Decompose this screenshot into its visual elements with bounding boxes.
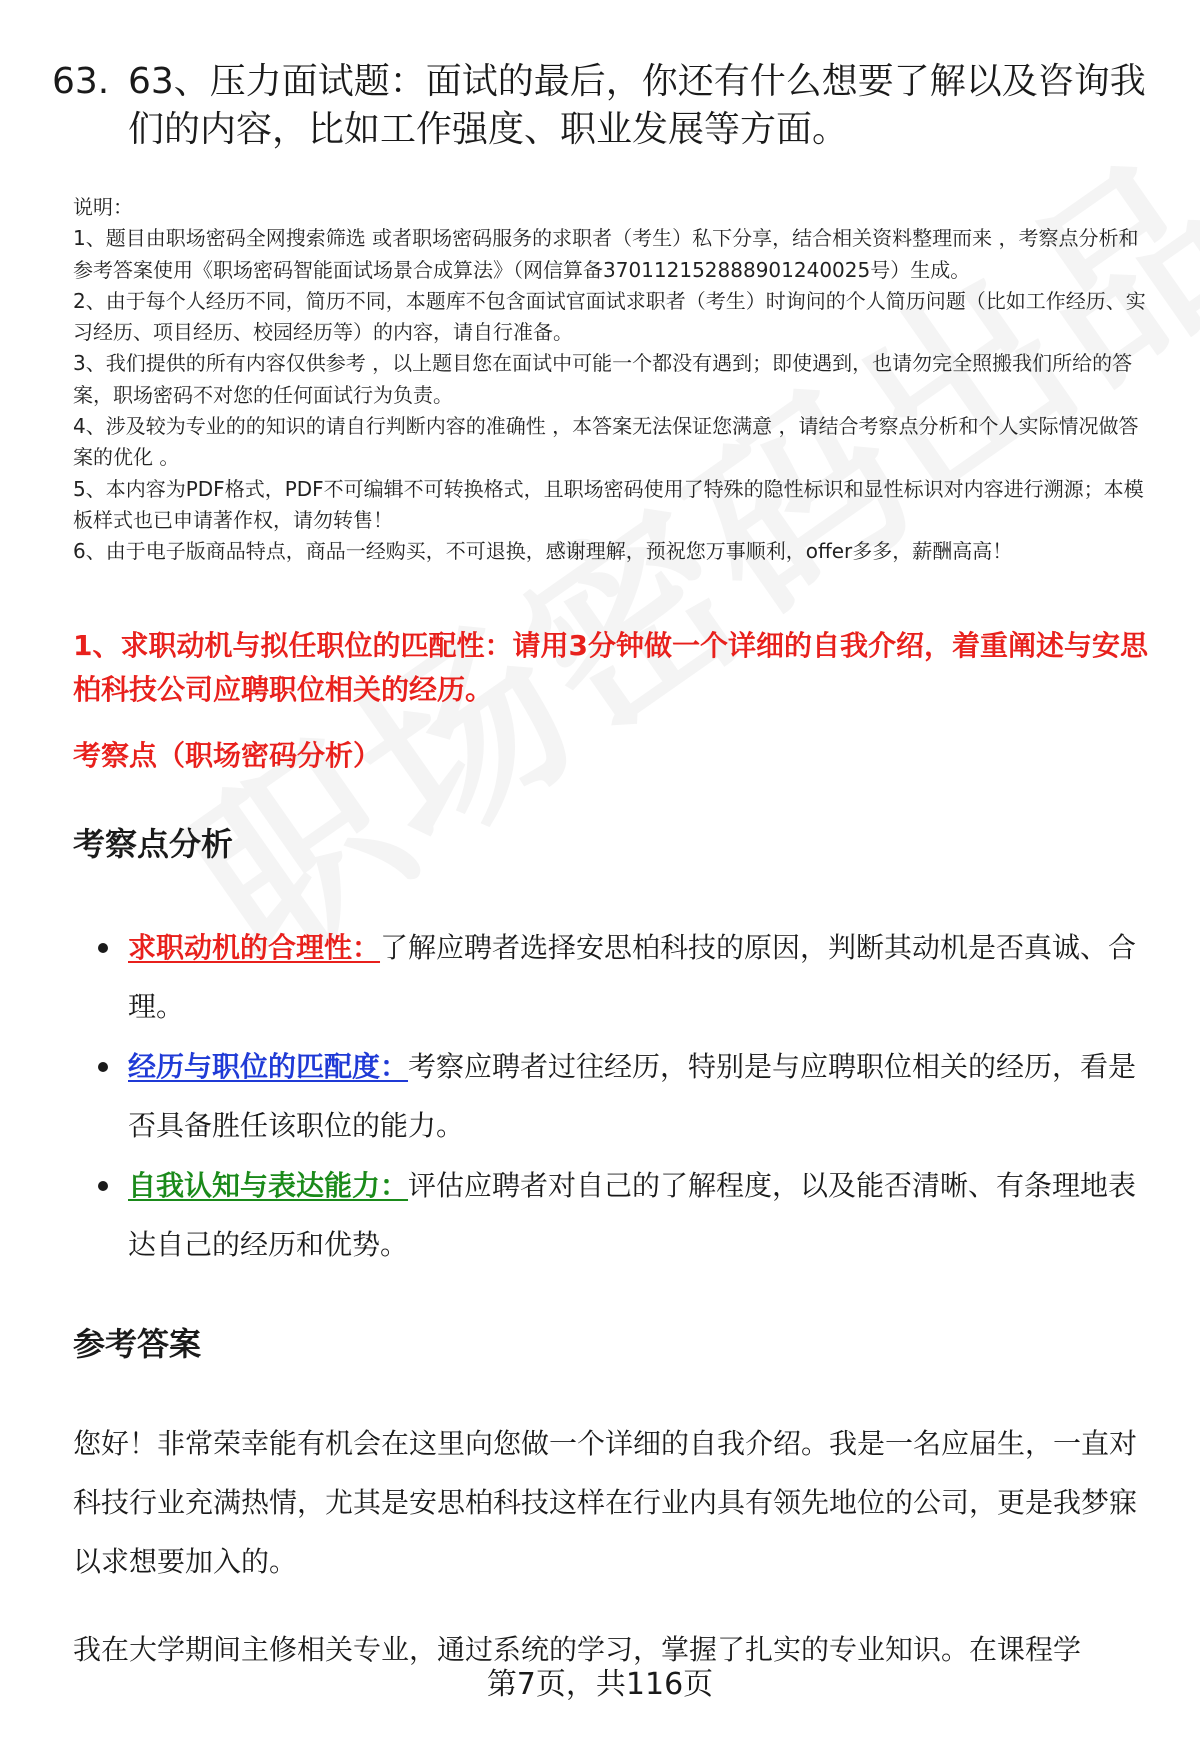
note-item: 2、由于每个人经历不同，简历不同，本题库不包含面试官面试求职者（考生）时询问的个人简历问题（比如工作经历、实习经历、项目经历、校园经历等）的内容，请自行准备。 [73, 288, 1146, 345]
bullet-dot-icon [98, 1181, 108, 1191]
question-number: 63. [52, 61, 110, 102]
note-item: 4、涉及较为专业的的知识的请自行判断内容的准确性 ，本答案无法保证您满意 ，请结合考察点分析和个人实际情况做答案的优化 。 [73, 414, 1139, 470]
question-heading [52, 58, 1152, 154]
analysis-list [92, 918, 1162, 1275]
analysis-item-label: 经历与职位的匹配度： [128, 1050, 409, 1083]
analysis-item-label: 求职动机的合理性： [128, 931, 381, 964]
note-item: 3、我们提供的所有内容仅供参考 ，以上题目您在面试中可能一个都没有遇到；即使遇到，也请勿完全照搬我们所给的答案，职场密码不对您的任何面试行为负责。 [73, 351, 1133, 407]
question-text: 63、压力面试题：面试的最后，你还有什么想要了解以及咨询我们的内容，比如工作强度、职业发展等方面。 [128, 61, 1146, 150]
analysis-item-text: 评估应聘者对自己的了解程度，以及能否清晰、有条理地表达自己的经历和优势。 [128, 1169, 1137, 1261]
analysis-item-text: 考察应聘者过往经历，特别是与应聘职位相关的经历，看是否具备胜任该职位的能力。 [128, 1050, 1137, 1142]
bullet-dot-icon [98, 1062, 108, 1072]
note-item: 5、本内容为PDF格式，PDF不可编辑不可转换格式，且职场密码使用了特殊的隐性标识和显性标识对内容进行溯源；本模板样式也已申请著作权，请勿转售！ [73, 476, 1144, 532]
analysis-item-label: 自我认知与表达能力： [128, 1169, 409, 1202]
analysis-title: 考察点分析 [73, 825, 234, 863]
reference-paragraph-text: 您好！非常荣幸能有机会在这里向您做一个详细的自我介绍。我是一名应届生，一直对科技行业充满热情，尤其是安思柏科技这样在行业内具有领先地位的公司，更是我梦寐以求想要加入的。 [73, 1427, 1138, 1578]
analysis-item [92, 1156, 1162, 1274]
note-item: 6、由于电子版商品特点，商品一经购买，不可退换，感谢理解，预祝您万事顺利，offer多多，薪酬高高！ [73, 539, 1013, 564]
reference-paragraph-text: 我在大学期间主修相关专业，通过系统的学习，掌握了扎实的专业知识。在课程学 [73, 1633, 1082, 1666]
analysis-item [92, 1037, 1162, 1155]
sub-question-heading: 1、求职动机与拟任职位的匹配性：请用3分钟做一个详细的自我介绍，着重阐述与安思柏科技公司应聘职位相关的经历。 [73, 629, 1148, 706]
focus-label: 考察点（职场密码分析） [73, 739, 382, 772]
bullet-dot-icon [98, 943, 108, 953]
notes-block [73, 192, 1158, 568]
reference-paragraph [73, 1414, 1163, 1591]
analysis-item-text: 了解应聘者选择安思柏科技的原因，判断其动机是否真诚、合理。 [128, 931, 1137, 1023]
reference-title: 参考答案 [73, 1325, 202, 1363]
page-footer: 第7页，共116页 [486, 1667, 714, 1702]
note-item: 1、题目由职场密码全网搜索筛选 或者职场密码服务的求职者（考生）私下分享，结合相关资料整理而来 ，考察点分析和参考答案使用《职场密码智能面试场景合成算法》（网信算备370112152888901240025号）生成。 [73, 226, 1139, 282]
notes-title: 说明： [73, 195, 133, 219]
analysis-item [92, 918, 1162, 1036]
